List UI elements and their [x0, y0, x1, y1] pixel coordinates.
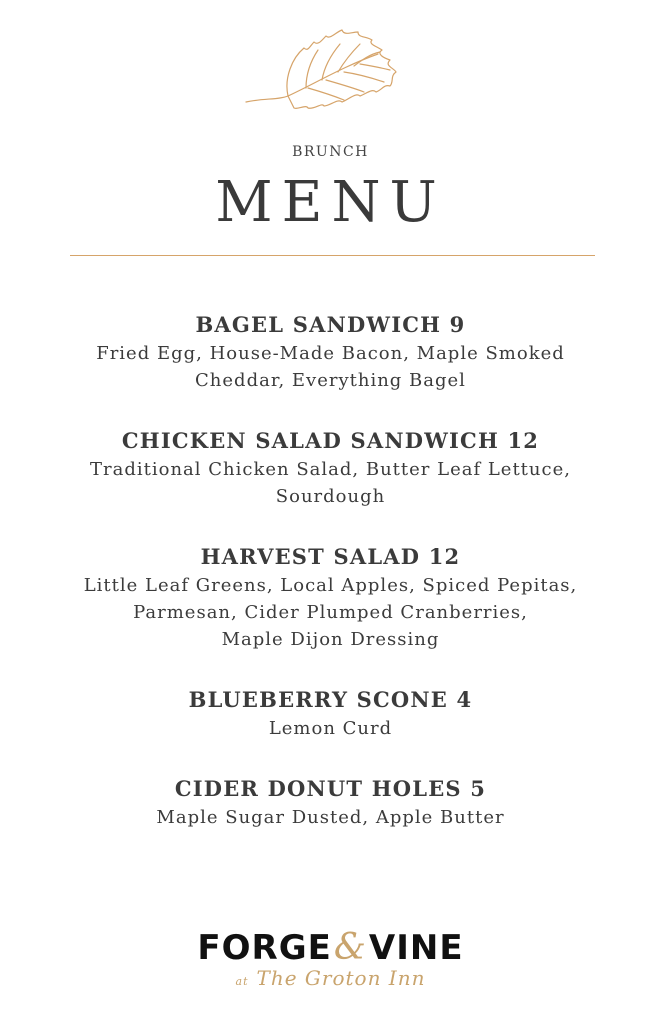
item-description: [0, 340, 661, 394]
item-description-line: Traditional Chicken Salad, Butter Leaf Lettuce,: [90, 459, 571, 480]
menu-item: [0, 542, 661, 653]
menu-title: MENU: [215, 170, 446, 235]
logo-word-vine: VINE: [368, 928, 464, 968]
item-name: BLUEBERRY SCONE 4: [188, 687, 473, 712]
forge-vine-logo: [0, 928, 661, 990]
item-description-line: Maple Dijon Dressing: [221, 629, 440, 650]
item-description-line: Fried Egg, House-Made Bacon, Maple Smoked: [96, 343, 565, 364]
item-description: [0, 715, 661, 742]
item-description-line: Little Leaf Greens, Local Apples, Spiced Pepitas,: [83, 575, 578, 596]
logo-word-forge: FORGE: [197, 928, 332, 968]
logo-at: at: [235, 975, 249, 988]
menu-subtitle: BRUNCH: [292, 144, 369, 160]
item-description-line: Sourdough: [275, 486, 386, 507]
menu-item: [0, 426, 661, 510]
item-name: HARVEST SALAD 12: [200, 544, 461, 569]
item-description: [0, 804, 661, 831]
item-name: CIDER DONUT HOLES 5: [174, 776, 487, 801]
logo-inn-name: The Groton Inn: [256, 966, 426, 990]
logo-ampersand: &: [333, 927, 367, 968]
item-description: [0, 572, 661, 653]
logo-wordmark: [0, 928, 661, 968]
menu-item: [0, 774, 661, 831]
item-description: [0, 456, 661, 510]
menu-item: [0, 685, 661, 742]
divider: [70, 255, 595, 256]
menu-list: [0, 310, 661, 863]
item-description-line: Parmesan, Cider Plumped Cranberries,: [133, 602, 528, 623]
logo-subtitle: [0, 966, 661, 990]
menu-item: [0, 310, 661, 394]
leaf-icon: [244, 26, 410, 116]
item-name: CHICKEN SALAD SANDWICH 12: [121, 428, 540, 453]
item-description-line: Lemon Curd: [268, 718, 393, 739]
item-description-line: Cheddar, Everything Bagel: [195, 370, 466, 391]
item-description-line: Maple Sugar Dusted, Apple Butter: [156, 807, 505, 828]
item-name: BAGEL SANDWICH 9: [195, 312, 466, 337]
